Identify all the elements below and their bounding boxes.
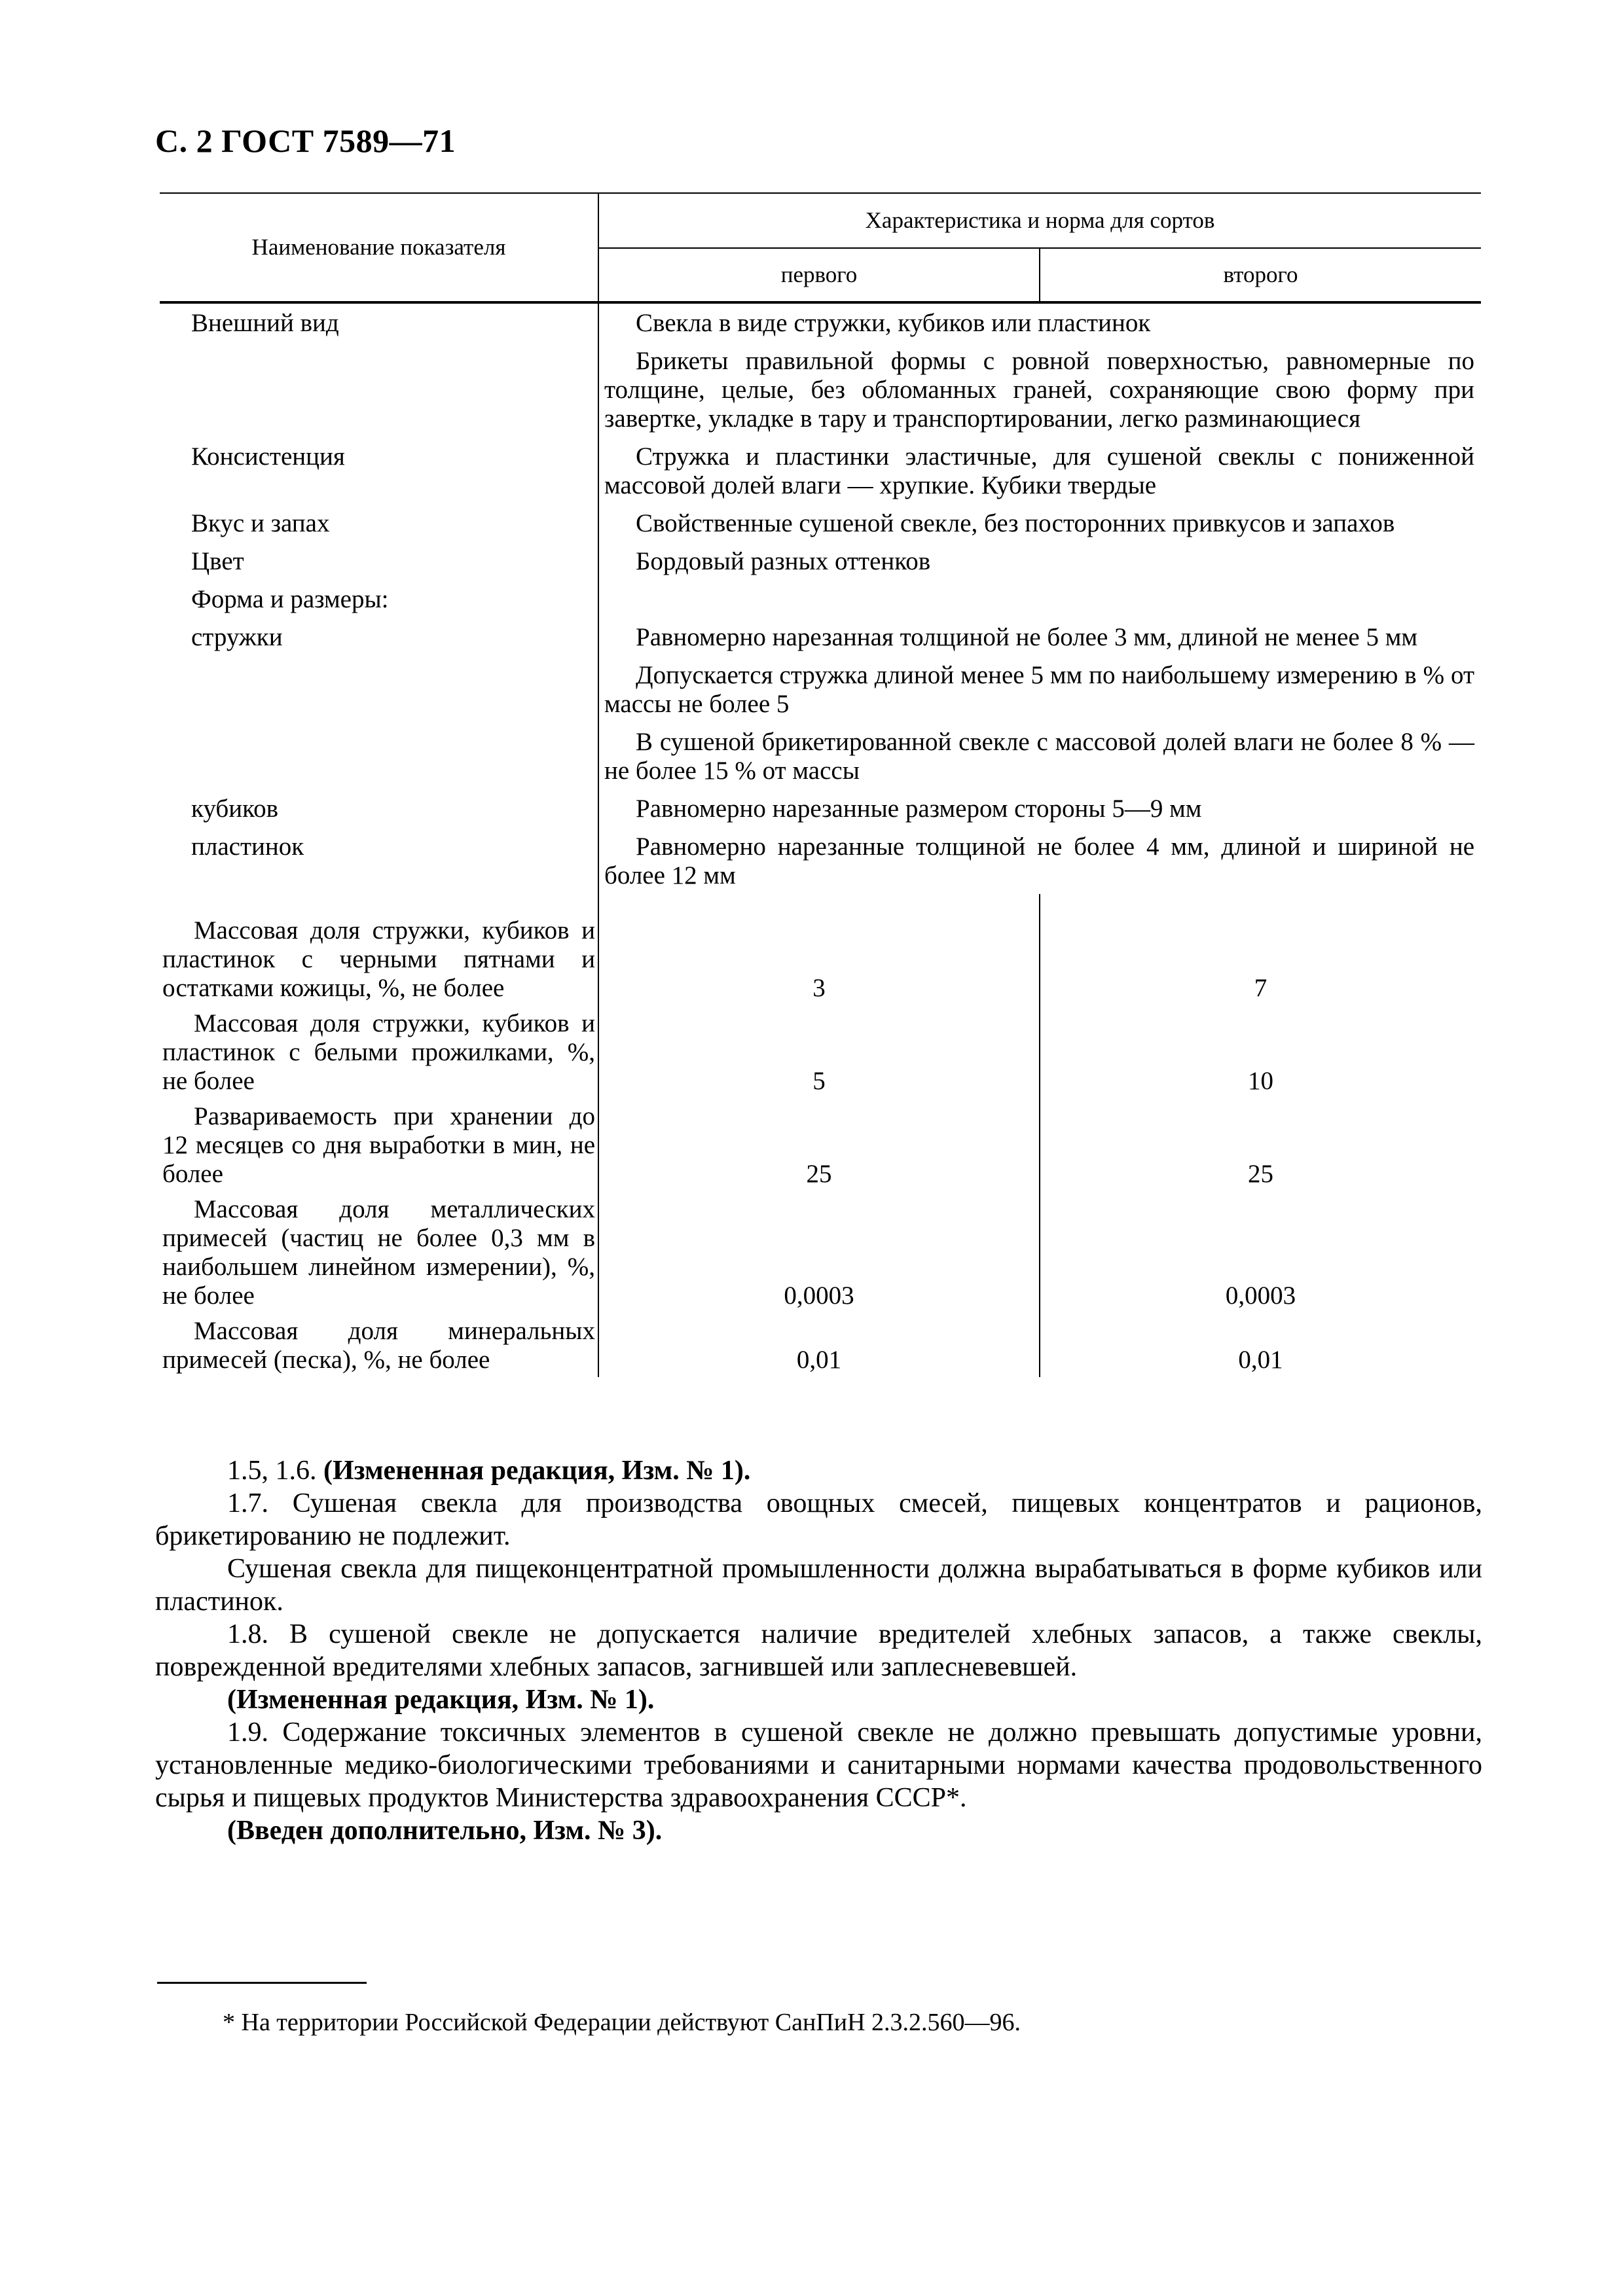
table-row bbox=[160, 723, 1481, 789]
table-row bbox=[160, 1005, 1481, 1098]
row-label bbox=[160, 342, 598, 437]
row-label: Форма и размеры: bbox=[191, 585, 389, 613]
row-label: кубиков bbox=[191, 795, 278, 823]
row-description: Брикеты правильной формы с ровной поверхностью, равномерные по толщине, целые, без обломанных граней, сохраняющие свою форму при завертке, укладке в тару и транспортировании, легко разминающиеся bbox=[598, 342, 1481, 437]
value-second-grade: 10 bbox=[1040, 1005, 1481, 1098]
value-first-grade: 3 bbox=[812, 974, 826, 1002]
column-header-characteristic: Характеристика и норма для сортов bbox=[598, 193, 1481, 248]
table-row bbox=[160, 912, 1481, 1005]
row-label: Развариваемость при хранении до 12 месяцев со дня выработки в мин, не более bbox=[160, 1098, 598, 1191]
row-label: Массовая доля металлических примесей (частиц не более 0,3 мм в наибольшем линейном измерении), %, не более bbox=[160, 1191, 598, 1313]
row-label: пластинок bbox=[191, 833, 304, 861]
footnote-divider bbox=[157, 1982, 367, 1984]
table-row bbox=[160, 342, 1481, 437]
value-first-grade: 0,01 bbox=[796, 1346, 842, 1374]
column-header-grade-second: второго bbox=[1040, 248, 1481, 302]
value-second-grade: 25 bbox=[1040, 1098, 1481, 1191]
row-description: Бордовый разных оттенков bbox=[598, 542, 1481, 580]
row-label bbox=[160, 723, 598, 789]
table-spacer bbox=[160, 894, 1481, 912]
paragraph-1-7-continued: Сушеная свекла для пищеконцентратной промышленности должна вырабатываться в форме кубиков или пластинок. bbox=[155, 1554, 1482, 1617]
row-label: Массовая доля стружки, кубиков и пластинок с черными пятнами и остатками кожицы, %, не более bbox=[160, 912, 598, 1005]
row-description: Допускается стружка длиной менее 5 мм по наибольшему измерению в % от массы не более 5 bbox=[598, 656, 1481, 723]
value-first-grade: 25 bbox=[806, 1160, 832, 1188]
amendment-note: (Измененная редакция, Изм. № 1). bbox=[323, 1456, 751, 1486]
row-description: Равномерно нарезанные толщиной не более 4 мм, длиной и шириной не более 12 мм bbox=[598, 827, 1481, 894]
table-row bbox=[160, 542, 1481, 580]
row-label: стружки bbox=[191, 623, 283, 651]
table-row bbox=[160, 656, 1481, 723]
table-row bbox=[160, 618, 1481, 656]
table-row bbox=[160, 504, 1481, 542]
clause-number: 1.5, 1.6. bbox=[227, 1456, 317, 1486]
requirements-table bbox=[160, 192, 1481, 1377]
column-header-grade-first: первого bbox=[598, 248, 1040, 302]
paragraph-1-5-1-6 bbox=[155, 1454, 1482, 1487]
column-header-name: Наименование показателя bbox=[160, 193, 598, 302]
row-label bbox=[160, 656, 598, 723]
table-row bbox=[160, 789, 1481, 827]
row-description bbox=[598, 580, 1481, 618]
row-label: Вкус и запах bbox=[191, 509, 330, 537]
row-label: Массовая доля стружки, кубиков и пластинок с белыми прожилками, %, не более bbox=[160, 1005, 598, 1098]
footnote: * На территории Российской Федерации действуют СанПиН 2.3.2.560—96. bbox=[223, 2009, 1021, 2036]
value-second-grade: 0,01 bbox=[1040, 1313, 1481, 1377]
row-description: Стружка и пластинки эластичные, для сушеной свеклы с пониженной массовой долей влаги — хрупкие. Кубики твердые bbox=[598, 437, 1481, 504]
table-row bbox=[160, 1313, 1481, 1377]
table-row bbox=[160, 302, 1481, 342]
paragraph-1-8: 1.8. В сушеной свекле не допускается наличие вредителей хлебных запасов, а также свеклы, поврежденной вредителями хлебных запасов, загнившей или заплесневевшей. bbox=[155, 1619, 1482, 1682]
table-row bbox=[160, 1098, 1481, 1191]
row-description: В сушеной брикетированной свекле с массовой долей влаги не более 8 % — не более 15 % от массы bbox=[598, 723, 1481, 789]
table-row bbox=[160, 437, 1481, 504]
table-row bbox=[160, 1191, 1481, 1313]
table-row bbox=[160, 580, 1481, 618]
page-header: С. 2 ГОСТ 7589—71 bbox=[155, 122, 456, 159]
amendment-note: (Введен дополнительно, Изм. № 3). bbox=[227, 1816, 663, 1846]
amendment-note: (Измененная редакция, Изм. № 1). bbox=[227, 1685, 655, 1715]
value-second-grade: 0,0003 bbox=[1040, 1191, 1481, 1313]
row-label: Массовая доля минеральных примесей (песка), %, не более bbox=[160, 1313, 598, 1377]
value-first-grade: 5 bbox=[812, 1067, 826, 1095]
row-label: Консистенция bbox=[191, 442, 345, 471]
value-second-grade: 7 bbox=[1040, 912, 1481, 1005]
row-description: Свекла в виде стружки, кубиков или пластинок bbox=[598, 302, 1481, 342]
paragraph-1-7: 1.7. Сушеная свекла для производства овощных смесей, пищевых концентратов и рационов, брикетированию не подлежит. bbox=[155, 1488, 1482, 1551]
table-row bbox=[160, 827, 1481, 894]
paragraph-1-9: 1.9. Содержание токсичных элементов в сушеной свекле не должно превышать допустимые уровни, установленные медико-биологическими требованиями и санитарными нормами качества продовольственного сырья и пищевых продуктов Министерства здравоохранения СССР*. bbox=[155, 1717, 1482, 1813]
row-label: Внешний вид bbox=[191, 309, 339, 337]
value-first-grade: 0,0003 bbox=[784, 1282, 854, 1310]
row-label: Цвет bbox=[191, 547, 244, 575]
row-description: Равномерно нарезанная толщиной не более 3 мм, длиной не менее 5 мм bbox=[598, 618, 1481, 656]
row-description: Свойственные сушеной свекле, без посторонних привкусов и запахов bbox=[598, 504, 1481, 542]
row-description: Равномерно нарезанные размером стороны 5—9 мм bbox=[598, 789, 1481, 827]
body-text bbox=[155, 1454, 1482, 1847]
